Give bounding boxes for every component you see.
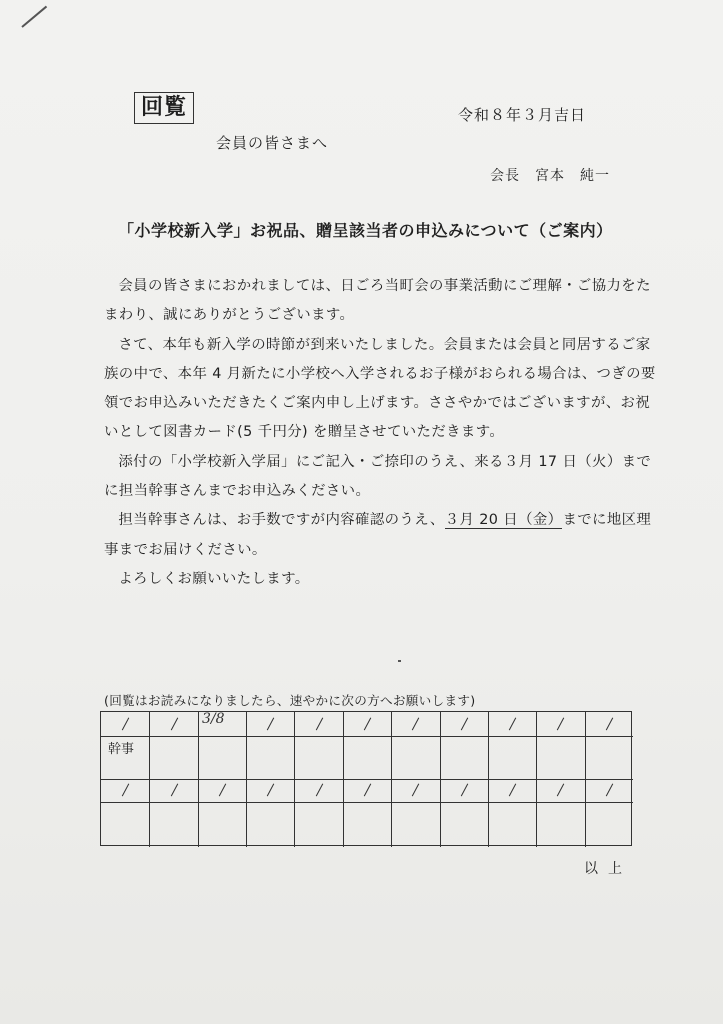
date-slash-mark (509, 718, 517, 731)
circulation-table (100, 711, 632, 846)
deadline-date: ３月 20 日（金） (444, 512, 563, 529)
date-slash-mark (606, 784, 614, 797)
grid-column-line (536, 712, 537, 847)
addressee: 会員の皆さまへ (216, 134, 329, 152)
date-slash-mark (219, 784, 227, 797)
date-slash-mark (122, 784, 130, 797)
sender: 会長 宮本 純一 (490, 168, 610, 184)
pencil-mark (21, 6, 47, 28)
paragraph-closing: よろしくお願いいたします。 (118, 570, 310, 587)
row-label: 幹事 (108, 742, 135, 757)
closing-mark: 以上 (584, 861, 632, 877)
date-slash-mark (171, 718, 179, 731)
paragraph-announcement: さて、本年も新入学の時節が到来いたしました。会員または会員と同居するご家族の中で、本年 4 月新たに小学校へ入学されるお子様がおられる場合は、つぎの要領でお申込みいただきたくご案内申し上げます。ささやかではございますが、お祝いとして図書カード(5 千円分) を贈呈させていただきます。 (104, 336, 656, 441)
date-slash-mark (461, 784, 469, 797)
circulation-note: (回覧はお読みになりましたら、速やかに次の方へお願いします) (104, 693, 476, 708)
date-slash-mark (461, 718, 469, 731)
grid-column-line (294, 712, 295, 847)
grid-row-line (101, 736, 633, 737)
paragraph-deadline (104, 506, 664, 565)
date-slash-mark (364, 718, 372, 731)
document-title: 「小学校新入学」お祝品、贈呈該当者の申込みについて（ご案内） (118, 221, 613, 240)
body-text (104, 272, 664, 594)
grid-row-line (101, 802, 633, 803)
date-slash-mark (509, 784, 517, 797)
date-slash-mark (412, 718, 420, 731)
grid-column-line (391, 712, 392, 847)
date-slash-mark (557, 784, 565, 797)
date-slash-mark (316, 718, 324, 731)
paragraph-application: 添付の「小学校新入学届」にご記入・ご捺印のうえ、来る３月 17 日（火）までに担当幹事さんまでお申込みください。 (104, 453, 652, 500)
date-slash-mark (557, 718, 565, 731)
deadline-outro: までに地区理事までお届けください。 (104, 512, 652, 558)
stray-mark (398, 660, 401, 662)
grid-row-line (101, 779, 633, 780)
grid-column-line (440, 712, 441, 847)
date-slash-mark (122, 718, 130, 731)
circulation-stamp: 回覧 (134, 92, 194, 124)
grid-column-line (343, 712, 344, 847)
date-slash-mark (364, 784, 372, 797)
date-slash-mark (267, 718, 275, 731)
date-slash-mark (606, 718, 614, 731)
grid-column-line (488, 712, 489, 847)
handwritten-date: 3/8 (202, 711, 225, 727)
date-slash-mark (316, 784, 324, 797)
date-slash-mark (412, 784, 420, 797)
grid-column-line (198, 712, 199, 847)
paragraph-greeting: 会員の皆さまにおかれましては、日ごろ当町会の事業活動にご理解・ご協力をたまわり、誠にありがとうございます。 (104, 278, 651, 324)
grid-column-line (585, 712, 586, 847)
grid-column-line (246, 712, 247, 847)
date-slash-mark (267, 784, 275, 797)
grid-column-line (149, 712, 150, 847)
deadline-intro: 担当幹事さんは、お手数ですが内容確認のうえ、 (118, 512, 445, 529)
date-slash-mark (171, 784, 179, 797)
document-date: 令和８年３月吉日 (458, 106, 587, 124)
